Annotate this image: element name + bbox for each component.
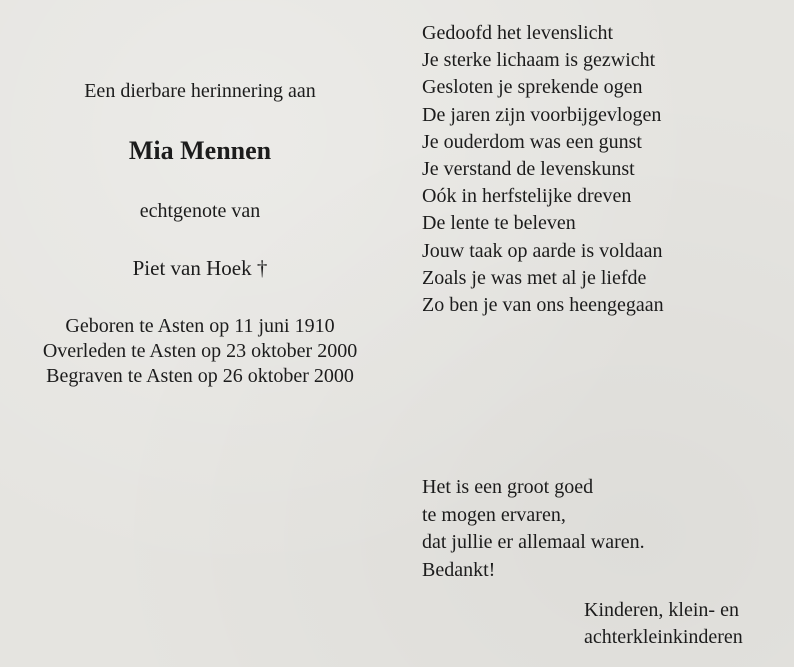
- poem-line: Je verstand de levenskunst: [422, 158, 635, 181]
- thanks-line: te mogen ervaren,: [422, 503, 566, 526]
- death-line: Overleden te Asten op 23 oktober 2000: [42, 340, 358, 362]
- poem-line: Je sterke lichaam is gezwicht: [422, 49, 656, 72]
- signature-line: achterkleinkinderen: [584, 626, 743, 648]
- signature: [584, 597, 743, 651]
- poem-line: De lente te beleven: [422, 212, 576, 235]
- burial-line: Begraven te Asten op 26 oktober 2000: [46, 365, 354, 387]
- birth-line: Geboren te Asten op 11 juni 1910: [65, 315, 335, 337]
- thanks-message: [422, 474, 645, 584]
- thanks-line: Bedankt!: [422, 558, 496, 581]
- poem-line: Gesloten je sprekende ogen: [422, 76, 643, 99]
- intro-text: Een dierbare herinnering aan: [84, 80, 316, 102]
- poem-line: De jaren zijn voorbijgevlogen: [422, 103, 662, 126]
- poem-line: Zoals je was met al je liefde: [422, 266, 647, 289]
- poem-line: Oók in herfstelijke dreven: [422, 185, 632, 208]
- thanks-line: dat jullie er allemaal waren.: [422, 531, 645, 553]
- poem-line: Jouw taak op aarde is voldaan: [422, 239, 663, 262]
- signature-line: Kinderen, klein- en: [584, 599, 739, 621]
- spouse-label: echtgenote van: [139, 200, 261, 222]
- thanks-line: Het is een groot goed: [422, 476, 594, 498]
- spouse-name: Piet van Hoek †: [132, 256, 268, 280]
- poem-line: Zo ben je van ons heengegaan: [422, 294, 664, 317]
- deceased-name: Mia Mennen: [128, 136, 272, 165]
- poem-line: Gedoofd het levenslicht: [422, 22, 614, 44]
- life-dates: [0, 314, 400, 389]
- poem: [422, 20, 664, 319]
- poem-line: Je ouderdom was een gunst: [422, 130, 642, 153]
